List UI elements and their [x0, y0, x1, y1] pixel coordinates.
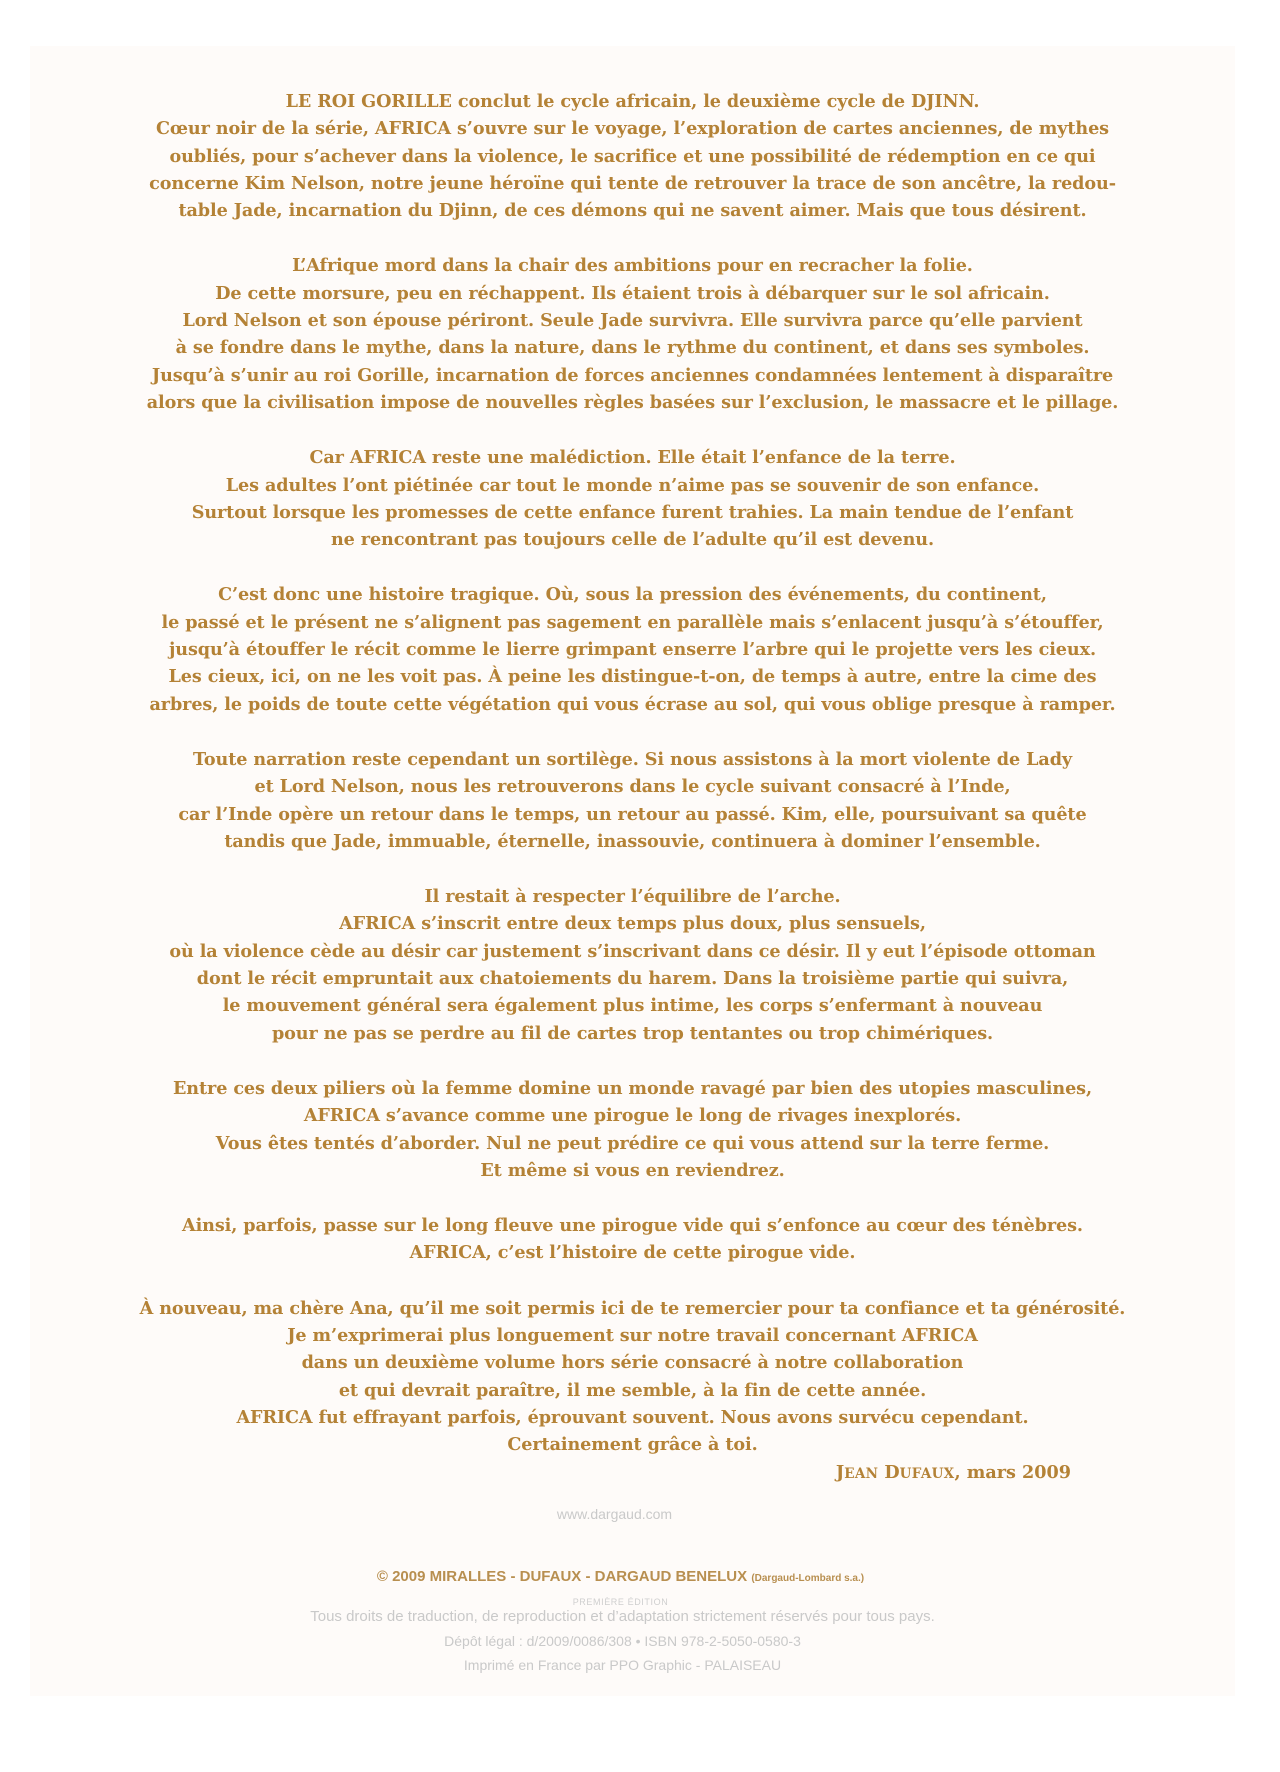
legal-deposit: Dépôt légal : d/2009/0086/308 • ISBN 978-2-5050-0580-3	[444, 1633, 801, 1649]
text-line: jusqu’à étouffer le récit comme le lierre grimpant enserre l’arbre qui le projette vers les cieux.	[169, 639, 1096, 661]
signature-date: , mars 2009	[954, 1462, 1071, 1483]
text-line: À nouveau, ma chère Ana, qu’il me soit permis ici de te remercier pour ta confiance et ta générosité.	[139, 1297, 1126, 1319]
text-line: C’est donc une histoire tragique. Où, sous la pression des événements, du continent,	[218, 584, 1047, 606]
text-line: pour ne pas se perdre au fil de cartes trop tentantes ou trop chimériques.	[271, 1022, 994, 1044]
paragraph	[30, 88, 1235, 224]
text-line: alors que la civilisation impose de nouvelles règles basées sur l’exclusion, le massacre et le pillage.	[146, 391, 1119, 413]
text-line: Ainsi, parfois, passe sur le long fleuve une pirogue vide qui s’enfonce au cœur des ténèbres.	[182, 1215, 1083, 1237]
signature-last-rest: UFAUX	[899, 1466, 955, 1482]
signature-first-rest: EAN	[844, 1466, 879, 1482]
text-line: dont le récit empruntait aux chatoiements du harem. Dans la troisième partie qui suivra,	[196, 968, 1069, 990]
text-line: le mouvement général sera également plus intime, les corps s’enfermant à nouveau	[222, 995, 1043, 1017]
text-line: Je m’exprimerai plus longuement sur notre travail concernant AFRICA	[287, 1324, 978, 1346]
text-line: table Jade, incarnation du Djinn, de ces démons qui ne savent aimer. Mais que tous désirent.	[178, 200, 1087, 222]
text-line: à se fondre dans le mythe, dans la nature, dans le rythme du continent, et dans ses symboles.	[175, 337, 1090, 359]
text-line: Il restait à respecter l’équilibre de l’arche.	[424, 886, 841, 908]
book-page	[30, 46, 1235, 1696]
text-line: et qui devrait paraître, il me semble, à la fin de cette année.	[338, 1379, 927, 1401]
paragraph	[30, 746, 1235, 855]
copyright-notice	[18, 1568, 1223, 1585]
text-line: Car AFRICA reste une malédiction. Elle était l’enfance de la terre.	[309, 447, 956, 469]
paragraph	[30, 1212, 1235, 1267]
text-line: Jusqu’à s’unir au roi Gorille, incarnation de forces anciennes condamnées lentement à disparaître	[151, 364, 1114, 386]
author-signature	[836, 1462, 1071, 1483]
publisher-website[interactable]: www.dargaud.com	[556, 1506, 673, 1522]
copyright-main: © 2009 MIRALLES - DUFAUX - DARGAUD BENELUX	[376, 1568, 748, 1585]
text-line: oubliés, pour s’achever dans la violence, le sacrifice et une possibilité de rédemption en ce qui	[169, 145, 1096, 167]
text-line: AFRICA s’inscrit entre deux temps plus doux, plus sensuels,	[339, 913, 926, 935]
text-line: LE ROI GORILLE conclut le cycle africain, le deuxième cycle de DJINN.	[285, 91, 980, 112]
text-line: le passé et le présent ne s’alignent pas sagement en parallèle mais s’enlacent jusqu’à s’étouffer,	[161, 611, 1104, 633]
text-line: AFRICA fut effrayant parfois, éprouvant souvent. Nous avons survécu cependant.	[236, 1406, 1029, 1428]
text-line: dans un deuxième volume hors série consacré à notre collaboration	[301, 1352, 964, 1374]
text-line: Et même si vous en reviendrez.	[480, 1159, 785, 1181]
text-line: Certainement grâce à toi.	[507, 1434, 758, 1456]
paragraph	[30, 883, 1235, 1047]
paragraph	[30, 444, 1235, 553]
preface-text	[30, 88, 1235, 1486]
paragraph	[30, 581, 1235, 717]
rights-notice: Tous droits de traduction, de reproduction et d’adaptation strictement réservés pour tous pays.	[310, 1608, 935, 1625]
text-line: AFRICA s’avance comme une pirogue le long de rivages inexplorés.	[303, 1105, 962, 1127]
text-line: De cette morsure, peu en réchappent. Ils étaient trois à débarquer sur le sol africain.	[215, 282, 1050, 304]
copyright-company: (Dargaud-Lombard s.a.)	[751, 1573, 865, 1584]
signature-last-initial: D	[884, 1462, 900, 1483]
text-line: et Lord Nelson, nous les retrouverons dans le cycle suivant consacré à l’Inde,	[254, 776, 1011, 798]
text-line: arbres, le poids de toute cette végétation qui vous écrase au sol, qui vous oblige presque à ramper.	[149, 693, 1116, 715]
text-line: tandis que Jade, immuable, éternelle, inassouvie, continuera à dominer l’ensemble.	[224, 830, 1041, 852]
text-line: AFRICA, c’est l’histoire de cette pirogue vide.	[409, 1242, 856, 1264]
paragraph	[30, 252, 1235, 416]
text-line: Surtout lorsque les promesses de cette enfance furent trahies. La main tendue de l’enfant	[191, 501, 1074, 523]
text-line: où la violence cède au désir car justement s’inscrivant dans ce désir. Il y eut l’épisode ottoman	[169, 940, 1096, 962]
edition-label: PREMIÈRE ÉDITION	[572, 1597, 669, 1607]
text-line: Les adultes l’ont piétinée car tout le monde n’aime pas se souvenir de son enfance.	[225, 474, 1040, 496]
text-line: Lord Nelson et son épouse périront. Seule Jade survivra. Elle survivra parce qu’elle parvient	[182, 310, 1083, 332]
text-line: Les cieux, ici, on ne les voit pas. À peine les distingue-t-on, de temps à autre, entre la cime des	[168, 666, 1097, 688]
text-line: Cœur noir de la série, AFRICA s’ouvre sur le voyage, l’exploration de cartes anciennes, de mythes	[156, 118, 1109, 140]
text-line: Toute narration reste cependant un sortilège. Si nous assistons à la mort violente de Lady	[192, 748, 1073, 770]
paragraph	[30, 1295, 1235, 1459]
text-line: concerne Kim Nelson, notre jeune héroïne qui tente de retrouver la trace de son ancêtre, la redou-	[149, 172, 1116, 194]
signature-first-initial: J	[835, 1462, 845, 1483]
text-line: L’Afrique mord dans la chair des ambitions pour en recracher la folie.	[292, 255, 973, 277]
text-line: Entre ces deux piliers où la femme domine un monde ravagé par bien des utopies masculines,	[173, 1077, 1092, 1099]
printer-notice: Imprimé en France par PPO Graphic - PALAISEAU	[463, 1657, 782, 1673]
paragraph	[30, 1075, 1235, 1184]
text-line: ne rencontrant pas toujours celle de l’adulte qu’il est devenu.	[330, 529, 935, 551]
text-line: Vous êtes tentés d’aborder. Nul ne peut prédire ce qui vous attend sur la terre ferme.	[215, 1132, 1050, 1154]
text-line: car l’Inde opère un retour dans le temps, un retour au passé. Kim, elle, poursuivant sa quête	[178, 803, 1087, 825]
